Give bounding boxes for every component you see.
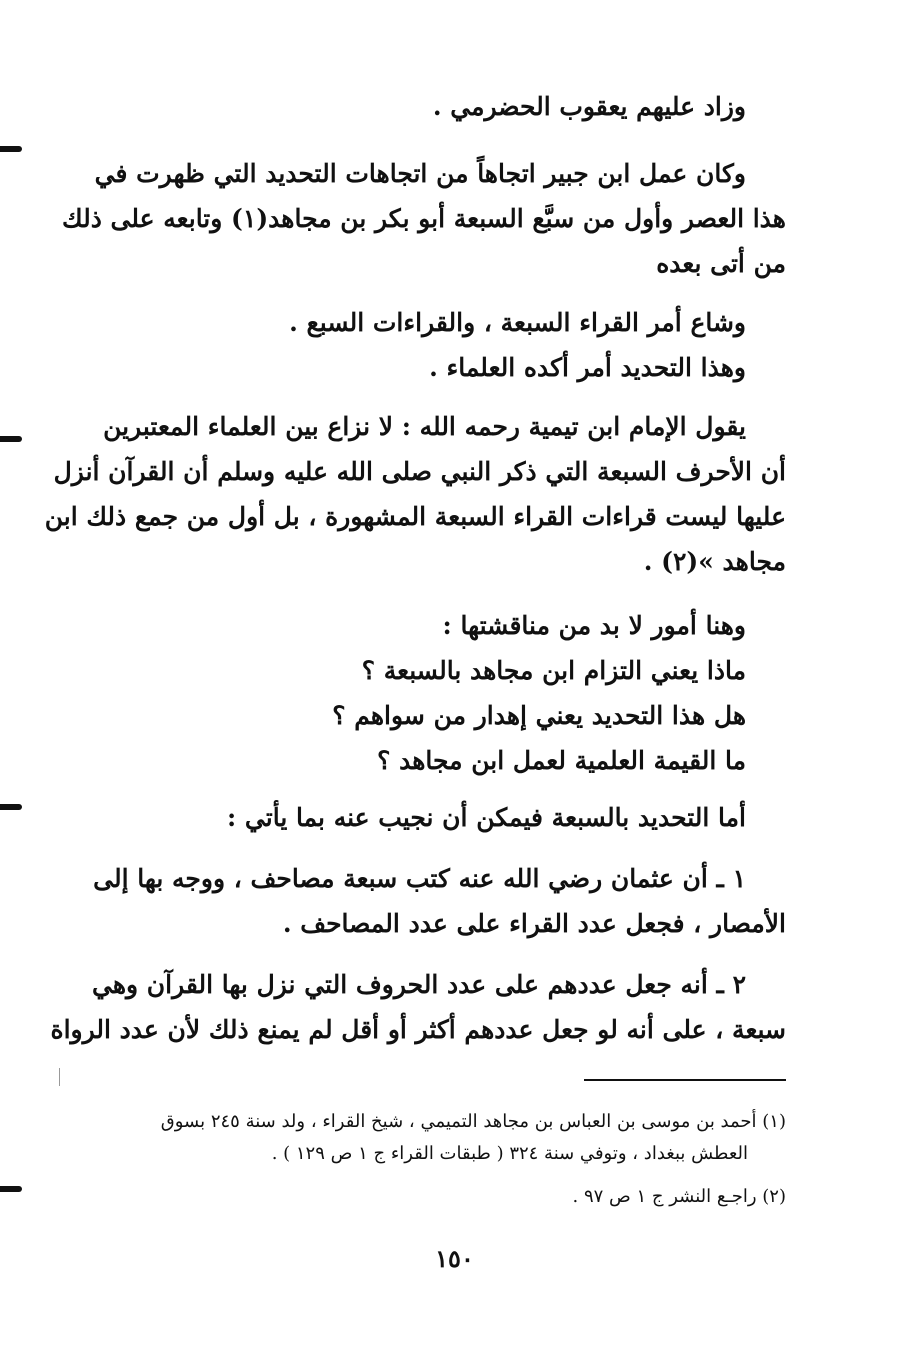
paragraph (104, 795, 786, 840)
paragraph (104, 603, 786, 783)
text-line: وهنا أمور لا بد من مناقشتها : (442, 611, 746, 640)
margin-tick (59, 1068, 60, 1086)
text-line: يقول الإمام ابن تيمية رحمه الله : لا نزاع بين العلماء المعتبرين (103, 412, 746, 441)
text-line: وكان عمل ابن جبير اتجاهاً من اتجاهات التحديد التي ظهرت في (94, 159, 746, 188)
text-line: هذا العصر وأول من سبَّع السبعة أبو بكر بن مجاهد(١) وتابعه على ذلك (62, 204, 786, 233)
paragraph (44, 404, 786, 584)
footnote (104, 1106, 786, 1170)
text-line: وهذا التحديد أمر أكده العلماء . (429, 353, 746, 382)
text-line: وشاع أمر القراء السبعة ، والقراءات السبع . (289, 308, 746, 337)
text-line: مجاهد »(٢) . (643, 547, 786, 576)
footnote-line: (٢) راجـع النشر ج ١ ص ٩٧ . (572, 1186, 786, 1207)
paragraph (104, 300, 786, 390)
paragraph (50, 962, 786, 1052)
page-number: ١٥٠ (435, 1244, 474, 1273)
footnote-line: العطش ببغداد ، وتوفي سنة ٣٢٤ ( طبقات القراء ج ١ ص ١٢٩ ) . (271, 1143, 748, 1164)
text-line: عليها ليست قراءات القراء السبعة المشهورة ، بل أول من جمع ذلك ابن (44, 502, 786, 531)
footnote-separator (584, 1079, 786, 1081)
paragraph (104, 84, 786, 129)
text-line: سبعة ، على أنه لو جعل عددهم أكثر أو أقل لم يمنع ذلك لأن عدد الرواة (50, 1015, 786, 1044)
text-line: هل هذا التحديد يعني إهدار من سواهم ؟ (332, 701, 746, 730)
text-line: وزاد عليهم يعقوب الحضرمي . (432, 92, 746, 121)
text-line: الأمصار ، فجعل عدد القراء على عدد المصاحف . (282, 909, 786, 938)
margin-mark (0, 804, 22, 810)
text-line: ما القيمة العلمية لعمل ابن مجاهد ؟ (377, 746, 746, 775)
margin-mark (0, 1186, 22, 1192)
paragraph (62, 151, 786, 286)
text-line: أن الأحرف السبعة التي ذكر النبي صلى الله عليه وسلم أن القرآن أنزل (53, 457, 786, 486)
text-line: ٢ ـ أنه جعل عددهم على عدد الحروف التي نزل بها القرآن وهي (91, 970, 746, 999)
margin-mark (0, 146, 22, 152)
margin-mark (0, 436, 22, 442)
footnote-line: (١) أحمد بن موسى بن العباس بن مجاهد التميمي ، شيخ القراء ، ولد سنة ٢٤٥ بسوق (160, 1111, 786, 1132)
text-line: ماذا يعني التزام ابن مجاهد بالسبعة ؟ (361, 656, 746, 685)
paragraph (93, 856, 786, 946)
text-line: أما التحديد بالسبعة فيمكن أن نجيب عنه بما يأتي : (226, 803, 746, 832)
footnote (104, 1181, 786, 1213)
text-line: ١ ـ أن عثمان رضي الله عنه كتب سبعة مصاحف ، ووجه بها إلى (93, 864, 746, 893)
text-line: من أتى بعده (656, 249, 786, 278)
